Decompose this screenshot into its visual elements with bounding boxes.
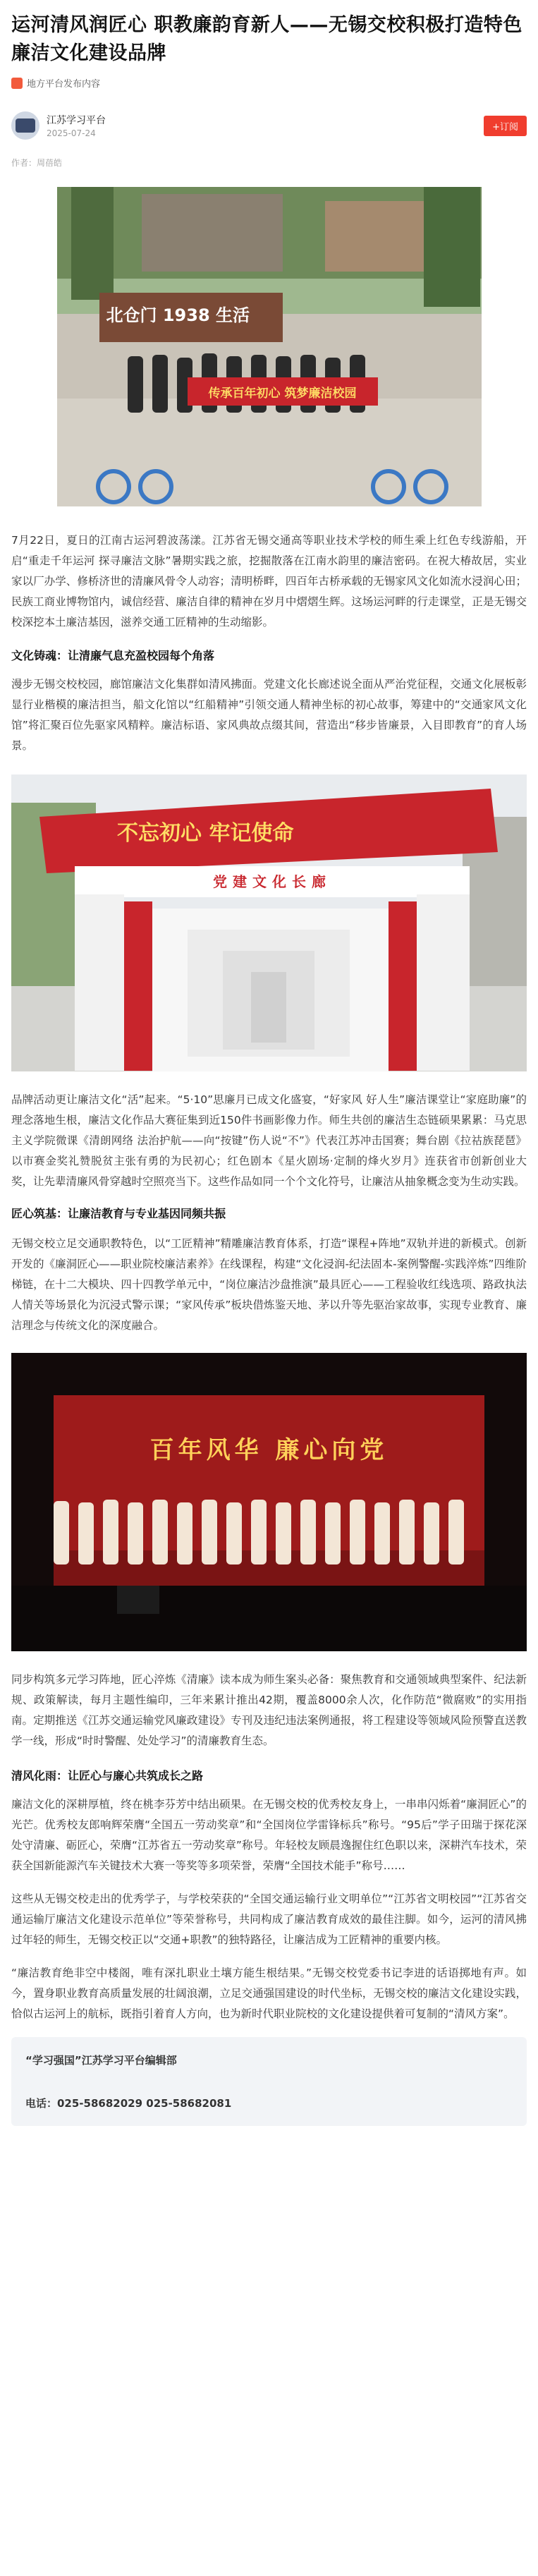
- paragraph-2: 漫步无锡交校校园，廊馆廉洁文化集群如清风拂面。党建文化长廊述说全面从严治党征程，交通文化展板彰显行业楷模的廉洁担当，船文化馆以“红船精神”引领交通人精神坐标的初心故事，筹建中的“交通家风文化馆”将汇聚百位先驱家风精粹。廉洁标语、家风典故点缀其间，营造出“移步皆廉景，入目即教育”的育人场景。: [11, 677, 527, 752]
- paragraph-5: 同步构筑多元学习阵地，匠心淬炼《清廉》读本成为师生案头必备：聚焦教育和交通领域典型案件、纪法新规、政策解读，每月主题性编印，三年来累计推出42期，覆盖8000余人次，化作防范“微腐败”的实用指南。定期推送《江苏交通运输党风廉政建设》专刊及违纪违法案例通报，将工程建设等领域风险预警直送教学一线，形成“时时警醒、处处学习”的清廉教育生态。: [11, 1672, 527, 1747]
- avatar[interactable]: [11, 111, 39, 140]
- paragraph-7: 这些从无锡交校走出的优秀学子，与学校荣获的“全国交通运输行业文明单位”“江苏省文明校园”“江苏省交通运输厅廉洁文化建设示范单位”等荣誉称号，共同构成了廉洁教育成效的最佳注脚。如今，运河的清风拂过年轻的师生，无锡交校正以“交通+职教”的独特路径，让廉洁成为工匠精神的重要内核。: [11, 1892, 527, 1946]
- subscribe-button[interactable]: +订阅: [484, 116, 527, 136]
- author-name[interactable]: 江苏学习平台: [47, 114, 106, 126]
- photo-banner: 传承百年初心 筑梦廉洁校园: [208, 386, 357, 401]
- article-title: 运河清风润匠心 职教廉韵育新人——无锡交校积极打造特色廉洁文化建设品牌: [11, 14, 522, 64]
- editorial-phone: 电话：025-58682029 025-58682081: [25, 2096, 232, 2110]
- group-photo-illustration: [57, 187, 482, 506]
- section-heading-3: 清风化雨：让匠心与廉心共筑成长之路: [11, 1768, 204, 1782]
- editorial-title: “学习强国”江苏学习平台编辑部: [25, 2053, 177, 2067]
- group-photo-canal: [57, 187, 482, 506]
- platform-icon: [11, 78, 23, 89]
- stage-event-photo: [11, 1353, 527, 1651]
- stage-backdrop-text: 百年风华 廉心向党: [149, 1435, 389, 1464]
- source-tag-label: 地方平台发布内容: [27, 79, 101, 90]
- section-heading-2: 匠心筑基：让廉洁教育与专业基因同频共振: [11, 1206, 226, 1220]
- paragraph-4: 无锡交校立足交通职教特色，以“工匠精神”精雕廉洁教育体系，打造“课程+阵地”双轨并进的新模式。创新开发的《廉洞匠心——职业院校廉洁素养》在线课程，构建“文化浸润-纪法固本-案例警醒-实践淬炼”四维阶梯链，在十二大模块、四十四教学单元中，“岗位廉洁沙盘推演”最具匠心——工程验收红线选项、路政执法人情关等场景化为沉浸式警示课；“家风传承”板块借炼鉴天地、茅以升等先驱治家故事，实现专业教育、廉洁理念与传统文化的深度融合。: [11, 1237, 527, 1332]
- photo-sign: 北仓门 1938 生活: [106, 305, 250, 325]
- paragraph-8: “廉洁教育绝非空中楼阁，唯有深扎职业土壤方能生根结果。”无锡交校党委书记李进的话语掷地有声。如今，置身职业教育高质量发展的壮阔浪潮，立足交通强国建设的时代坐标，无锡交校的廉洁文化建设实践，恰似古运河上的航标，既指引着育人方向，也为新时代职业院校的文化建设提供着可复制的“清风方案”。: [11, 1966, 527, 2020]
- editorial-footer: [11, 2037, 527, 2126]
- publish-date: 2025-07-24: [47, 128, 96, 138]
- author-row: [11, 111, 527, 140]
- paragraph-3: 品牌活动更让廉洁文化“活”起来。“5·10”思廉月已成文化盛宴，“好家风 好人生”廉洁课堂让“家庭助廉”的理念落地生根，廉洁文化作品大赛征集到近150件书画影像力作。师生共创的廉洁生态链硕果累累：马克思主义学院微课《清朗网络 法治护航——向“按键”伤人说“不”》代表江苏冲击国赛；舞台剧《拉祜族琵琶》以市赛金奖礼赞脱贫主张有勇的为民初心；红色剧本《星火剧场·定制的烽火岁月》连获省市创新创业大奖，让先辈清廉风骨穿越时空照亮当下。这些作品如同一个个文化符号，让廉洁从抽象概念变为生动实践。: [11, 1093, 527, 1188]
- corridor-arch-label: 党建文化长廊: [213, 873, 331, 890]
- paragraph-1: 7月22日，夏日的江南古运河碧波荡漾。江苏省无锡交通高等职业技术学校的师生乘上红色专线游船，开启“重走千年运河 探寻廉洁文脉”暑期实践之旅，挖掘散落在江南水韵里的廉洁密码。在祝大椿故居，实业家以厂办学、修桥济世的清廉风骨令人动容；清明桥畔，四百年古桥承载的无锡家风文化如流水浸润心田；民族工商业博物馆内，诚信经营、廉洁自律的精神在岁月中熠熠生辉。这场运河畔的行走课堂，正是无锡交校深挖本土廉洁基因，滋养交通工匠精神的生动缩影。: [11, 533, 527, 628]
- stage-illustration: [11, 1353, 527, 1651]
- party-corridor-photo: [11, 774, 527, 1071]
- source-tag[interactable]: [11, 76, 100, 90]
- byline: 作者：周蓓皓: [11, 157, 63, 168]
- corridor-top-text: 不忘初心 牢记使命: [117, 820, 294, 846]
- section-heading-1: 文化铸魂：让清廉气息充盈校园每个角落: [11, 648, 215, 662]
- paragraph-6: 廉洁文化的深耕厚植，终在桃李芬芳中结出硕果。在无锡交校的优秀校友身上，一串串闪烁着“廉洞匠心”的光芒。优秀校友郎响辉荣膺“全国五一劳动奖章”和“全国岗位学雷锋标兵”称号。“95后”学子田瑞于探花深处守清廉、砺匠心，荣膺“江苏省五一劳动奖章”称号。年轻校友顾晨逸握住红色职以来，深耕汽车技术，荣获全国新能源汽车关键技术大赛一等奖等多项荣誉，荣膺“全国技术能手”称号……: [11, 1797, 527, 1872]
